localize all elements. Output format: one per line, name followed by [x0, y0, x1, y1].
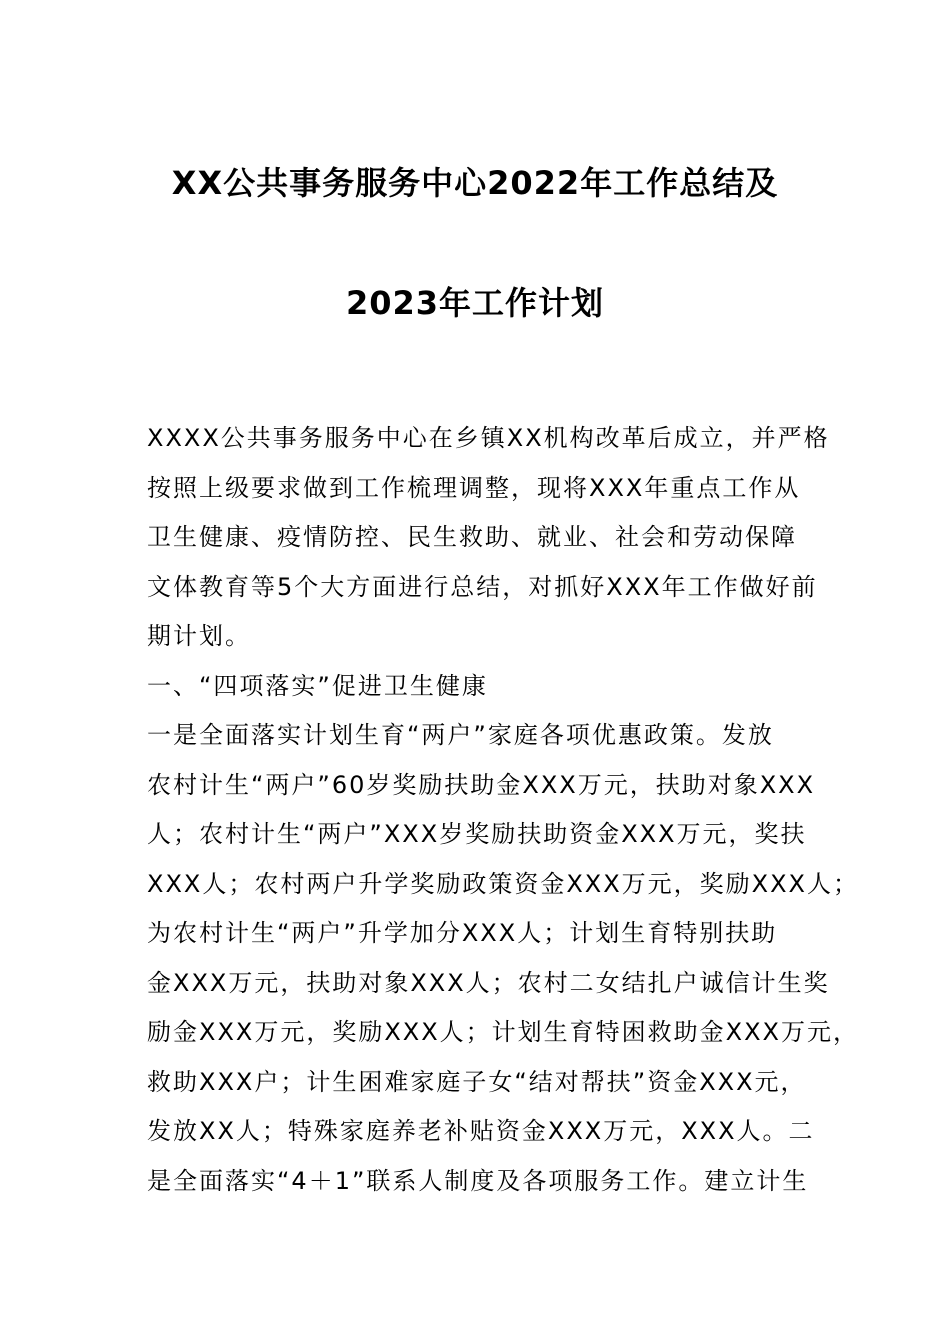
- body-line-14: 救助XXX户；计生困难家庭子女“结对帮扶”资金XXX元，: [147, 1067, 807, 1096]
- body-line-3: 卫生健康、疫情防控、民生救助、就业、社会和劳动保障: [147, 523, 797, 551]
- document-body: [147, 414, 859, 1206]
- body-line-8: 农村计生“两户”60岁奖励扶助金XXX万元，扶助对象XXX: [147, 770, 816, 799]
- body-line-9: 人；农村计生“两户”XXX岁奖励扶助资金XXX万元，奖扶: [147, 820, 807, 848]
- section-heading-1: 一、“四项落实”促进卫生健康: [147, 671, 488, 700]
- document-title-line-2: 2023年工作计划: [345, 284, 605, 322]
- body-line-16: 是全面落实“4＋1”联系人制度及各项服务工作。建立计生: [147, 1166, 809, 1195]
- body-line-11: 为农村计生“两户”升学加分XXX人；计划生育特别扶助: [147, 919, 778, 947]
- body-line-4: 文体教育等5个大方面进行总结，对抓好XXX年工作做好前: [147, 572, 818, 601]
- body-line-12: 金XXX万元，扶助对象XXX人；农村二女结扎户诚信计生奖: [147, 968, 830, 997]
- body-line-2: 按照上级要求做到工作梳理调整，现将XXX年重点工作从: [147, 473, 801, 502]
- body-line-7: 一是全面落实计划生育“两户”家庭各项优惠政策。发放: [147, 721, 774, 749]
- body-line-5: 期计划。: [147, 622, 251, 650]
- body-line-15: 发放XX人；特殊家庭养老补贴资金XXX万元，XXX人。二: [147, 1117, 815, 1145]
- body-line-1: XXXX公共事务服务中心在乡镇XX机构改革后成立，并严格: [147, 424, 830, 452]
- document-title-line-1: XX公共事务服务中心2022年工作总结及: [171, 164, 779, 202]
- body-line-10: XXX人；农村两户升学奖励政策资金XXX万元，奖励XXX人；: [147, 869, 859, 898]
- body-line-13: 励金XXX万元，奖励XXX人；计划生育特困救助金XXX万元，: [147, 1018, 859, 1046]
